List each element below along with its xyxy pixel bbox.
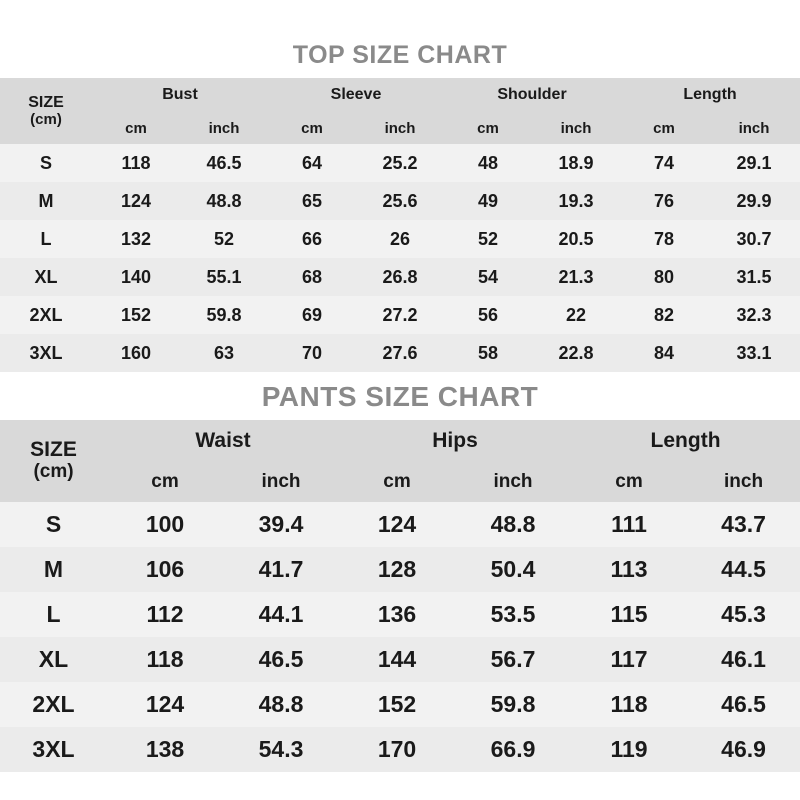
pants-cell: 100 [107,502,223,547]
table-row [0,296,800,334]
pants-chart-size-header-unit: (cm) [33,461,74,482]
pants-cell: 128 [339,547,455,592]
top-chart-unit-bust-cm: cm [92,112,180,144]
top-chart-body [0,144,800,372]
top-cell: 124 [92,182,180,220]
top-cell: 32.3 [708,296,800,334]
pants-cell: 46.1 [687,637,800,682]
top-cell: 84 [620,334,708,372]
pants-chart-unit-hips-inch: inch [455,462,571,502]
pants-chart-unit-waist-cm: cm [107,462,223,502]
pants-row-size: XL [0,637,107,682]
pants-cell: 138 [107,727,223,772]
table-row [0,547,800,592]
pants-chart-group-waist: Waist [107,420,339,462]
pants-chart-unit-waist-inch: inch [223,462,339,502]
top-cell: 21.3 [532,258,620,296]
top-cell: 29.9 [708,182,800,220]
top-cell: 140 [92,258,180,296]
pants-cell: 46.9 [687,727,800,772]
top-cell: 56 [444,296,532,334]
top-cell: 33.1 [708,334,800,372]
pants-cell: 111 [571,502,687,547]
top-size-chart-title: TOP SIZE CHART [292,41,508,69]
top-cell: 68 [268,258,356,296]
top-cell: 64 [268,144,356,182]
pants-cell: 48.8 [455,502,571,547]
top-size-chart-table [0,78,800,372]
pants-chart-body [0,502,800,772]
top-row-size: XL [0,258,92,296]
top-chart-header [0,78,800,144]
pants-row-size: M [0,547,107,592]
pants-cell: 43.7 [687,502,800,547]
top-row-size: L [0,220,92,258]
pants-cell: 106 [107,547,223,592]
pants-cell: 119 [571,727,687,772]
top-cell: 59.8 [180,296,268,334]
pants-cell: 50.4 [455,547,571,592]
pants-cell: 48.8 [223,682,339,727]
top-cell: 69 [268,296,356,334]
pants-cell: 144 [339,637,455,682]
top-cell: 46.5 [180,144,268,182]
pants-cell: 54.3 [223,727,339,772]
table-row [0,637,800,682]
pants-cell: 46.5 [687,682,800,727]
table-row [0,258,800,296]
top-chart-unit-sleeve-cm: cm [268,112,356,144]
top-chart-unit-row [0,112,800,144]
pants-chart-size-header [0,420,107,502]
top-cell: 80 [620,258,708,296]
pants-cell: 66.9 [455,727,571,772]
top-cell: 25.2 [356,144,444,182]
pants-row-size: 2XL [0,682,107,727]
pants-cell: 45.3 [687,592,800,637]
pants-chart-group-length: Length [571,420,800,462]
top-row-size: 3XL [0,334,92,372]
top-chart-group-length: Length [620,78,800,112]
top-row-size: 2XL [0,296,92,334]
table-row [0,682,800,727]
pants-cell: 59.8 [455,682,571,727]
pants-chart-unit-length-cm: cm [571,462,687,502]
pants-row-size: S [0,502,107,547]
top-cell: 66 [268,220,356,258]
top-cell: 48.8 [180,182,268,220]
table-row [0,182,800,220]
top-cell: 70 [268,334,356,372]
table-row [0,727,800,772]
pants-size-chart-title: PANTS SIZE CHART [261,381,539,412]
pants-cell: 41.7 [223,547,339,592]
top-chart-unit-shoulder-inch: inch [532,112,620,144]
top-cell: 20.5 [532,220,620,258]
top-cell: 48 [444,144,532,182]
top-chart-unit-shoulder-cm: cm [444,112,532,144]
top-row-size: M [0,182,92,220]
pants-cell: 115 [571,592,687,637]
top-cell: 18.9 [532,144,620,182]
pants-chart-size-header-label: SIZE [30,438,77,461]
pants-cell: 44.1 [223,592,339,637]
top-cell: 52 [444,220,532,258]
table-row [0,592,800,637]
pants-cell: 118 [107,637,223,682]
top-cell: 54 [444,258,532,296]
top-cell: 26.8 [356,258,444,296]
pants-cell: 136 [339,592,455,637]
top-chart-group-sleeve: Sleeve [268,78,444,112]
pants-cell: 170 [339,727,455,772]
pants-size-chart-table [0,420,800,772]
top-chart-unit-length-inch: inch [708,112,800,144]
top-cell: 26 [356,220,444,258]
top-cell: 78 [620,220,708,258]
pants-cell: 124 [339,502,455,547]
top-cell: 19.3 [532,182,620,220]
top-cell: 152 [92,296,180,334]
top-cell: 63 [180,334,268,372]
pants-chart-group-row [0,420,800,462]
pants-cell: 124 [107,682,223,727]
table-row [0,334,800,372]
pants-cell: 39.4 [223,502,339,547]
top-row-size: S [0,144,92,182]
top-cell: 31.5 [708,258,800,296]
top-cell: 74 [620,144,708,182]
top-cell: 76 [620,182,708,220]
pants-cell: 118 [571,682,687,727]
top-chart-group-shoulder: Shoulder [444,78,620,112]
top-chart-group-bust: Bust [92,78,268,112]
top-chart-unit-sleeve-inch: inch [356,112,444,144]
top-cell: 82 [620,296,708,334]
pants-chart-unit-row [0,462,800,502]
top-cell: 132 [92,220,180,258]
pants-cell: 56.7 [455,637,571,682]
pants-chart-header [0,420,800,502]
pants-chart-unit-length-inch: inch [687,462,800,502]
pants-row-size: L [0,592,107,637]
top-cell: 27.6 [356,334,444,372]
pants-cell: 53.5 [455,592,571,637]
top-cell: 25.6 [356,182,444,220]
top-cell: 160 [92,334,180,372]
table-row [0,220,800,258]
top-cell: 30.7 [708,220,800,258]
table-row [0,144,800,182]
pants-cell: 152 [339,682,455,727]
top-chart-group-row [0,78,800,112]
top-chart-unit-bust-inch: inch [180,112,268,144]
top-cell: 22.8 [532,334,620,372]
top-cell: 49 [444,182,532,220]
top-cell: 55.1 [180,258,268,296]
pants-cell: 117 [571,637,687,682]
pants-row-size: 3XL [0,727,107,772]
top-cell: 22 [532,296,620,334]
table-row [0,502,800,547]
top-cell: 52 [180,220,268,258]
pants-cell: 113 [571,547,687,592]
pants-chart-group-hips: Hips [339,420,571,462]
top-cell: 58 [444,334,532,372]
pants-cell: 112 [107,592,223,637]
pants-cell: 46.5 [223,637,339,682]
top-chart-unit-length-cm: cm [620,112,708,144]
top-cell: 65 [268,182,356,220]
pants-chart-unit-hips-cm: cm [339,462,455,502]
top-chart-size-header-unit: (cm) [30,111,62,128]
pants-cell: 44.5 [687,547,800,592]
top-chart-size-header-label: SIZE [28,94,64,111]
top-cell: 118 [92,144,180,182]
top-cell: 27.2 [356,296,444,334]
top-chart-size-header [0,78,92,144]
top-cell: 29.1 [708,144,800,182]
